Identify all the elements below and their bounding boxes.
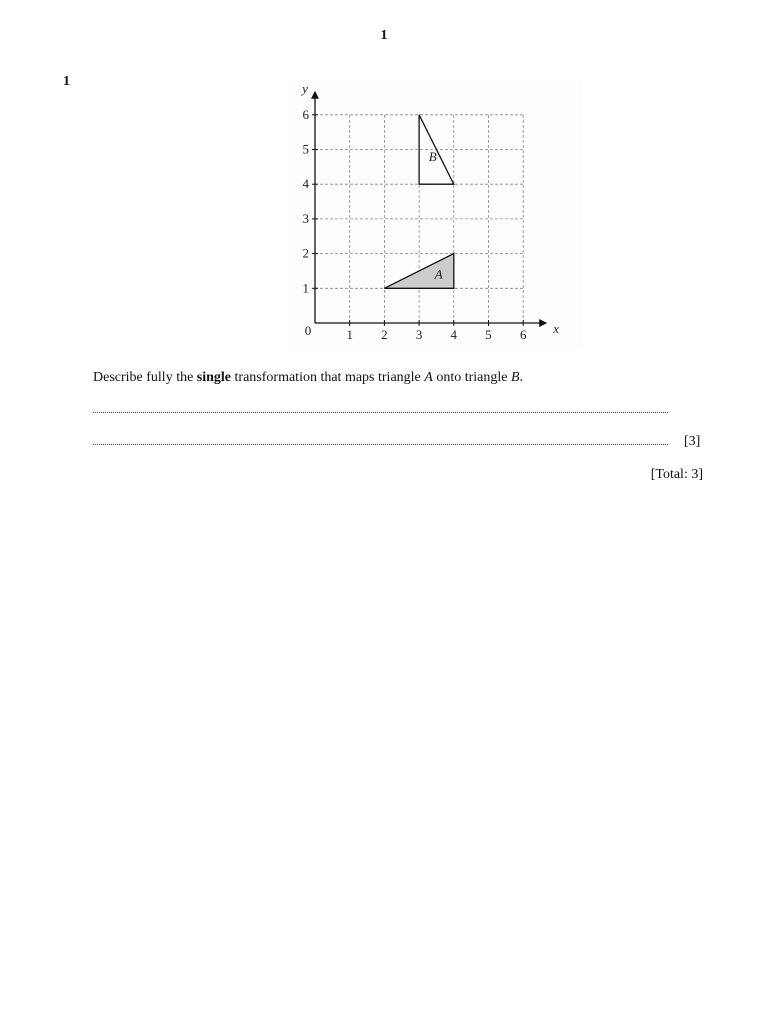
coordinate-grid-figure: [288, 80, 583, 350]
prompt-text-start: Describe fully the: [93, 370, 197, 385]
answer-line-2[interactable]: [93, 444, 668, 445]
x-axis-arrow-icon: [539, 319, 547, 327]
y-tick-label: 6: [302, 106, 309, 122]
y-tick-label: 2: [302, 245, 309, 261]
answer-line-1[interactable]: [93, 412, 668, 413]
prompt-text-bold: single: [196, 370, 232, 385]
total-marks-label: [Total: 3]: [650, 467, 703, 482]
prompt-triangle-a: A: [424, 370, 433, 385]
origin-label: 0: [304, 323, 312, 338]
triangle-a-label: A: [434, 266, 443, 282]
x-axis-label: x: [553, 321, 559, 336]
question-number: 1: [63, 74, 70, 89]
x-tick-label: 1: [346, 327, 353, 342]
x-tick-label: 3: [415, 327, 423, 342]
x-tick-label: 6: [519, 327, 527, 342]
prompt-triangle-b: B: [510, 370, 520, 385]
x-tick-label: 4: [450, 327, 458, 342]
prompt-text-end: .: [519, 370, 524, 385]
prompt-text-mid: transformation that maps triangle: [231, 370, 425, 385]
coordinate-grid: [288, 80, 583, 350]
y-tick-label: 5: [302, 141, 309, 157]
x-tick-label: 2: [381, 327, 388, 342]
y-axis-label: y: [302, 80, 308, 96]
marks-label: [3]: [684, 434, 701, 449]
x-tick-label: 5: [485, 327, 492, 342]
question-prompt: [93, 370, 523, 386]
y-tick-label: 1: [302, 280, 309, 296]
triangle-b-label: B: [428, 149, 437, 165]
prompt-text-mid2: onto triangle: [432, 370, 511, 385]
y-tick-label: 4: [302, 176, 309, 192]
y-tick-label: 3: [302, 210, 309, 226]
page-number: 1: [380, 28, 388, 43]
y-axis-arrow-icon: [311, 91, 319, 99]
triangle-a: [384, 254, 453, 289]
